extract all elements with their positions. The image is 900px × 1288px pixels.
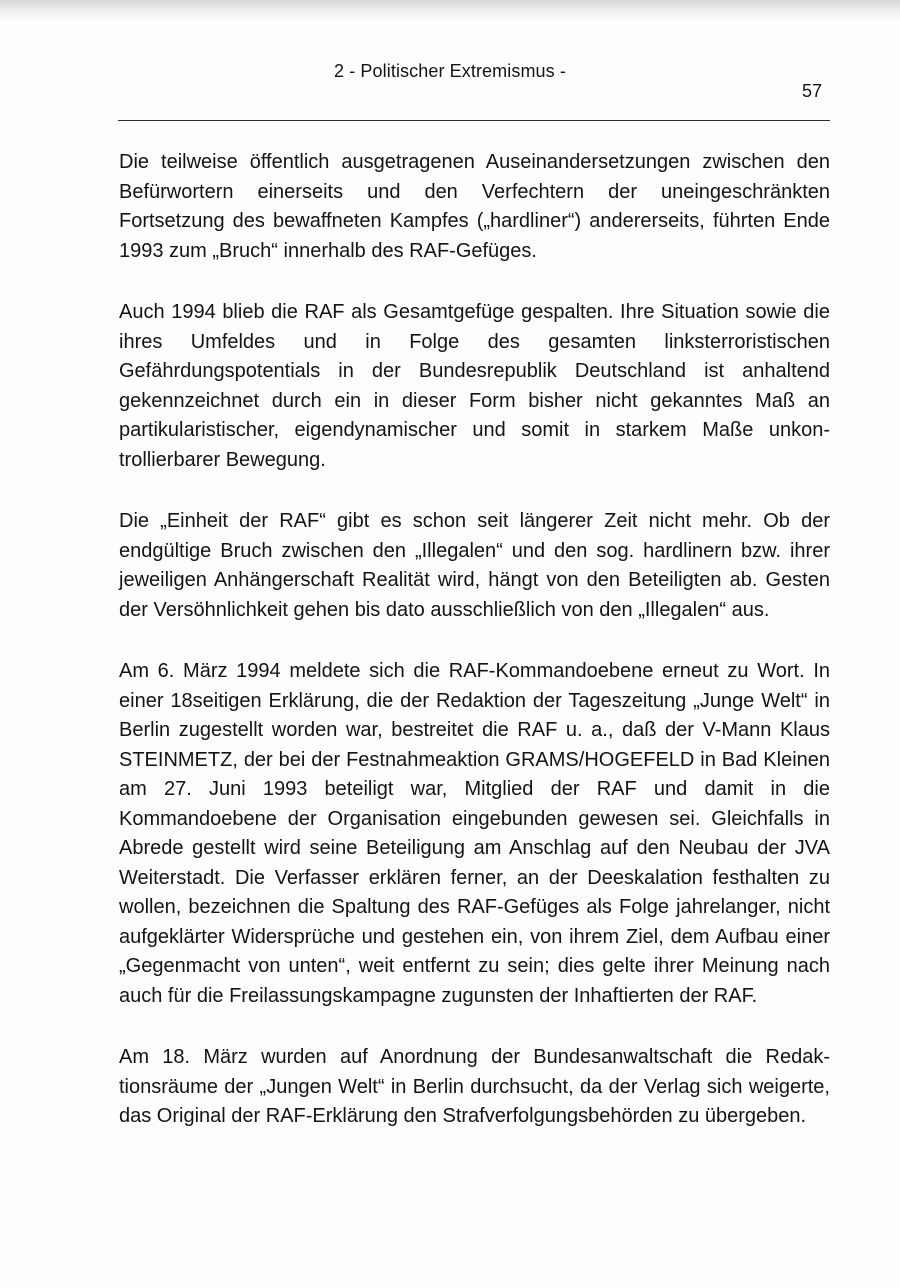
body-text [119,148,830,1164]
scan-shadow-edge [0,0,900,22]
header-divider [118,120,830,121]
paragraph-4: Am 6. März 1994 meldete sich die RAF-Kommandoebene erneut zu Wort. In einer 18seitigen Erklärung, die der Redaktion der Tageszeitung „Junge Welt“ in Berlin zugestellt worden war, bestreitet die RAF u. a., daß der V-Mann Klaus STEINMETZ, der bei der Festnahmeaktion GRAMS/HOGEFELD in Bad Kleinen am 27. Juni 1993 beteiligt war, Mitglied der RAF und damit in die Kommandoebene der Organisation eingebunden gewesen sei. Gleichfalls in Abrede gestellt wird seine Beteiligung am Anschlag auf den Neubau der JVA Weiterstadt. Die Verfasser erklären ferner, an der Deeskalation festhalten zu wollen, bezeichnen die Spaltung des RAF-Gefüges als Folge jahrelanger, nicht aufgeklärter Widersprüche und gestehen ein, von ihrem Ziel, dem Aufbau einer „Gegenmacht von unten“, weit entfernt zu sein; dies gelte ihrer Meinung nach auch für die Freilassungskampagne zugunsten der Inhaftierten der RAF. [119,660,830,1007]
paragraph-5: Am 18. März wurden auf Anordnung der Bundesanwaltschaft die Redaktionsräume der „Jungen Welt“ in Berlin durchsucht, da der Verlag sich weigerte, das Original der RAF-Erklärung den Strafverfolgungsbehörden zu übergeben. [119,1046,830,1127]
running-header-title: 2 - Politischer Extremismus - [334,61,566,81]
paragraph-1: Die teilweise öffentlich ausgetragenen Auseinandersetzungen zwischen den Befürwortern einerseits und den Verfechtern der uneingeschränkten Fortsetzung des bewaffneten Kampfes („hardliner“) andererseits, führten Ende 1993 zum „Bruch“ innerhalb des RAF-Gefüges. [119,151,830,262]
page-number: 57 [802,81,823,101]
paragraph-3: Die „Einheit der RAF“ gibt es schon seit längerer Zeit nicht mehr. Ob der endgültige Bruch zwischen den „Illegalen“ und den sog. hardlinern bzw. ihrer jeweiligen Anhängerschaft Realität wird, hängt von den Beteiligten ab. Gesten der Versöhnlichkeit gehen bis dato ausschließlich von den „Illegalen“ aus. [119,510,830,621]
paragraph-2: Auch 1994 blieb die RAF als Gesamtgefüge gespalten. Ihre Situation sowie die ihres Umfeldes und in Folge des gesamten linksterroristischen Gefährdungspotentials in der Bundesrepublik Deutschland ist anhaltend gekennzeichnet durch ein in dieser Form bisher nicht gekanntes Maß an partikularistischer, eigendynamischer und somit in starkem Maße unkontrollierbarer Bewegung. [119,301,830,471]
